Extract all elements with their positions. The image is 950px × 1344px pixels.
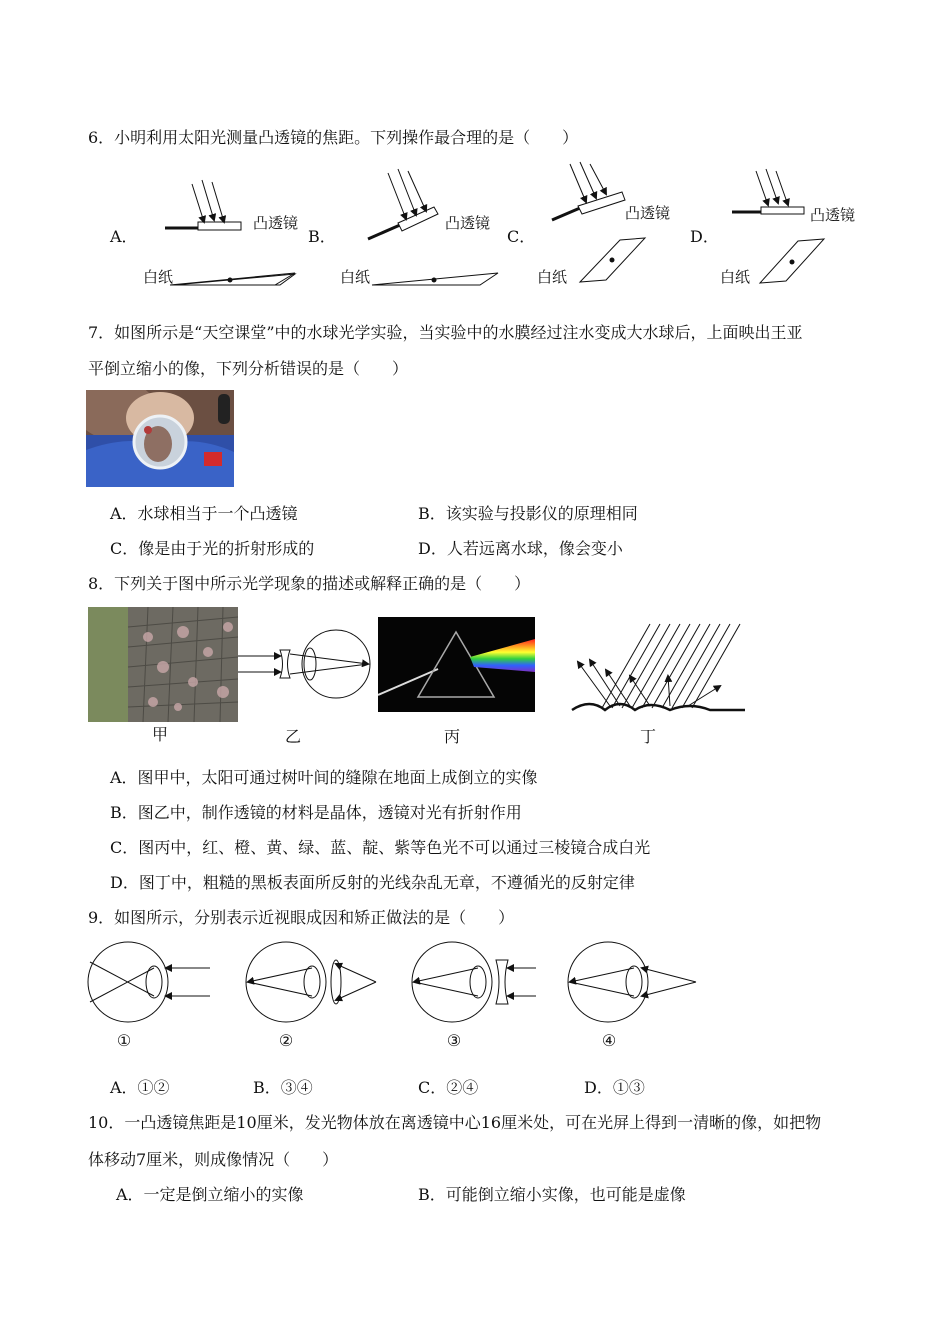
q10-stem-line2: 体移动7厘米，则成像情况（ ）	[88, 1150, 339, 1169]
q8-caption-bing: 丙	[443, 727, 460, 746]
q8-figure-bing-prism	[378, 617, 535, 712]
q6-option-a-label: A．	[110, 227, 138, 246]
q9-option-c: C．②④	[418, 1078, 479, 1097]
q7-stem-line1: 7．如图所示是“天空课堂”中的水球光学实验，当实验中的水膜经过注水变成大水球后，上面映出王亚	[88, 323, 803, 342]
q9-eye-diagram-2	[244, 940, 379, 1026]
q10-option-a: A．一定是倒立缩小的实像	[116, 1185, 304, 1204]
q9-caption-1: ①	[116, 1031, 132, 1050]
q8-figure-yi-diagram	[238, 612, 373, 717]
q9-eye-diagram-1	[86, 940, 216, 1026]
q9-option-a: A．①②	[110, 1078, 170, 1097]
q9-option-d: D．①③	[584, 1078, 645, 1097]
q6-lens-label-b: 凸透镜	[445, 214, 491, 232]
q8-caption-jia: 甲	[151, 725, 168, 744]
q8-caption-ding: 丁	[639, 727, 656, 746]
q8-option-c: C．图丙中，红、橙、黄、绿、蓝、靛、紫等色光不可以通过三棱镜合成白光	[110, 838, 651, 857]
q6-paper-label-d: 白纸	[720, 268, 751, 286]
q8-caption-yi: 乙	[284, 727, 301, 746]
q10-stem-line1: 10．一凸透镜焦距是10厘米，发光物体放在离透镜中心16厘米处，可在光屏上得到一清晰的像，如把物	[88, 1113, 822, 1132]
q6-option-b-label: B．	[308, 227, 336, 246]
q8-figure-ding-diagram	[570, 620, 745, 715]
q6-lens-label-c: 凸透镜	[625, 204, 671, 222]
q9-option-b: B．③④	[253, 1078, 313, 1097]
q8-stem: 8．下列关于图中所示光学现象的描述或解释正确的是（ ）	[88, 574, 531, 593]
q6-lens-label-a: 凸透镜	[253, 214, 299, 232]
q7-water-ball-photo	[86, 390, 234, 487]
q8-figure-jia-photo	[88, 607, 238, 722]
q6-stem: 6．小明利用太阳光测量凸透镜的焦距。下列操作最合理的是（ ）	[88, 128, 579, 147]
q9-stem: 9．如图所示，分别表示近视眼成因和矫正做法的是（ ）	[88, 908, 515, 927]
q6-option-d-label: D．	[690, 227, 719, 246]
q9-caption-2: ②	[278, 1031, 294, 1050]
q7-stem-line2: 平倒立缩小的像，下列分析错误的是（ ）	[88, 359, 409, 378]
q6-paper-label-b: 白纸	[340, 268, 371, 286]
q9-eye-diagram-4	[566, 940, 701, 1026]
q7-option-a: A．水球相当于一个凸透镜	[110, 504, 298, 523]
q9-caption-3: ③	[446, 1031, 462, 1050]
q9-eye-diagram-3	[410, 940, 540, 1026]
q6-option-c-label: C．	[507, 227, 536, 246]
q7-option-b: B．该实验与投影仪的原理相同	[418, 504, 638, 523]
q8-option-b: B．图乙中，制作透镜的材料是晶体，透镜对光有折射作用	[110, 803, 522, 822]
q8-option-d: D．图丁中，粗糙的黑板表面所反射的光线杂乱无章，不遵循光的反射定律	[110, 873, 635, 892]
q6-paper-label-a: 白纸	[143, 268, 174, 286]
q6-paper-label-c: 白纸	[537, 268, 568, 286]
q7-option-c: C．像是由于光的折射形成的	[110, 539, 315, 558]
q7-option-d: D．人若远离水球，像会变小	[418, 539, 623, 558]
q9-caption-4: ④	[601, 1031, 617, 1050]
q6-lens-label-d: 凸透镜	[810, 206, 856, 224]
q10-option-b: B．可能倒立缩小实像，也可能是虚像	[418, 1185, 686, 1204]
q8-option-a: A．图甲中，太阳可通过树叶间的缝隙在地面上成倒立的实像	[110, 768, 538, 787]
